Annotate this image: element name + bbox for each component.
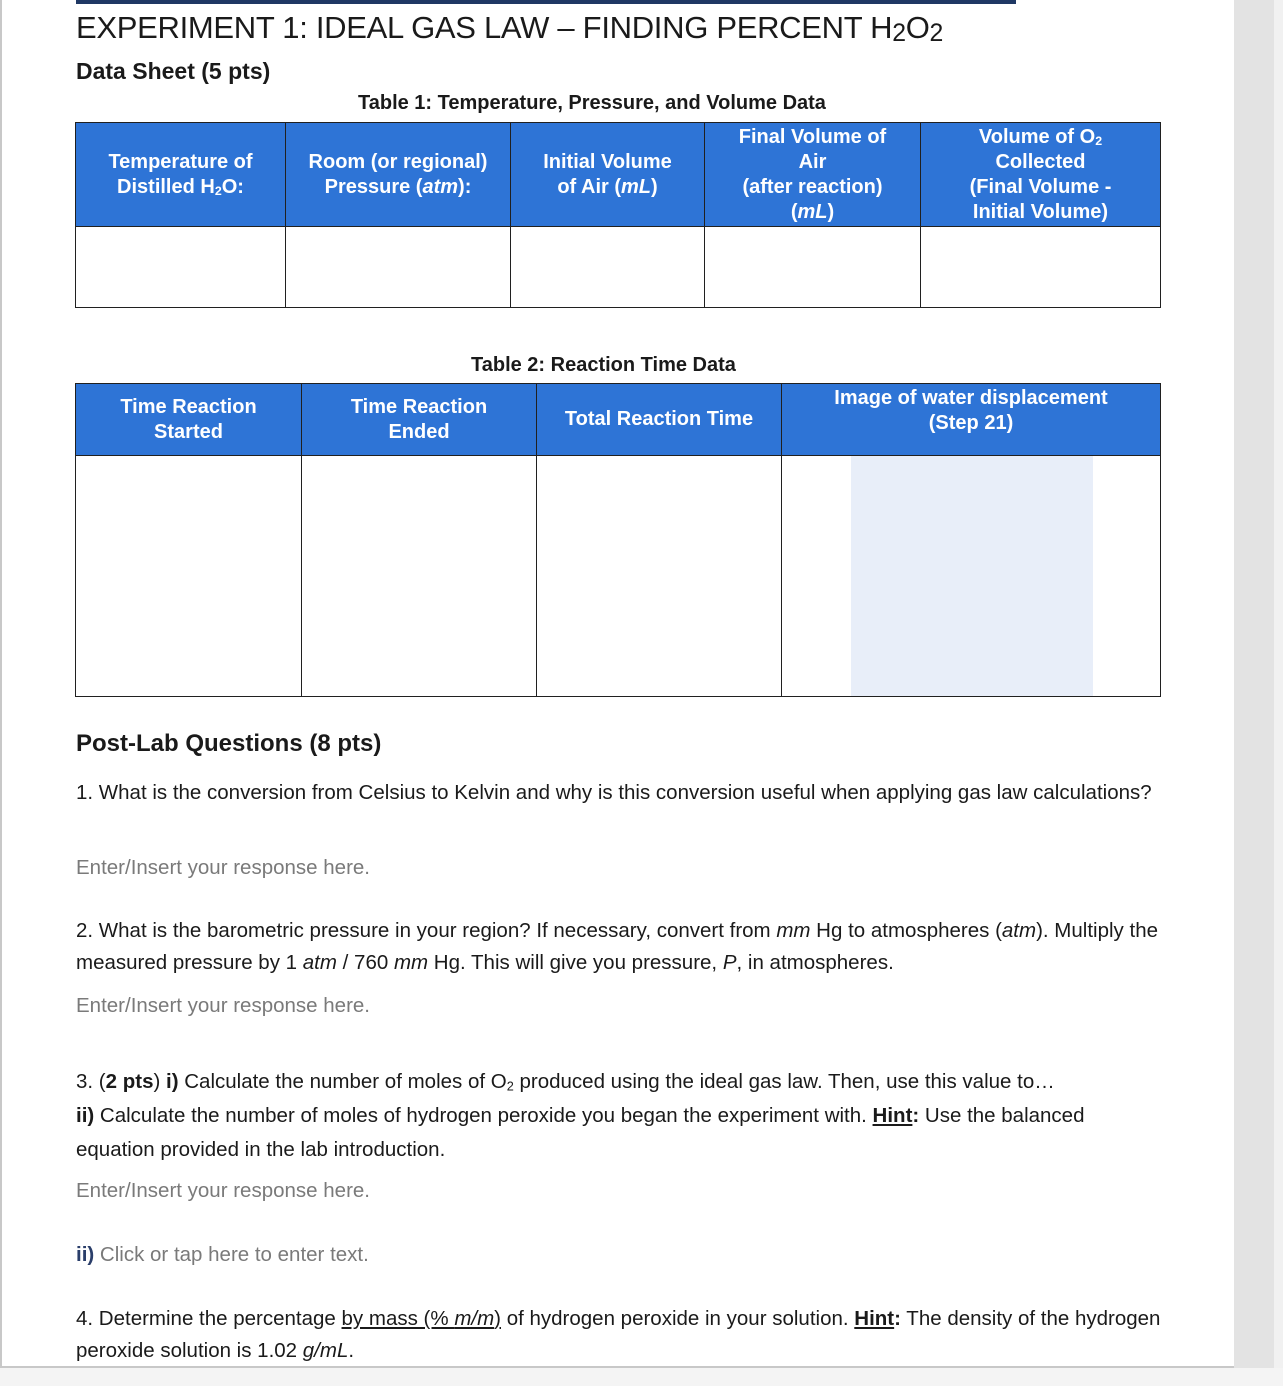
table2-header-image: Image of water displacement (Step 21): [782, 384, 1161, 456]
question-2: 2. What is the barometric pressure in your region? If necessary, convert from mm Hg to atmospheres (atm). Multiply the measured pressure by 1 atm / 760 mm Hg. This will give you pressure, P, in atmospheres.: [76, 919, 1158, 974]
table1-caption: Table 1: Temperature, Pressure, and Volume Data: [358, 92, 826, 114]
viewer-scrollbar[interactable]: [1274, 0, 1283, 1368]
table2: [75, 383, 1161, 697]
response-1-field[interactable]: Enter/Insert your response here.: [76, 856, 370, 879]
postlab-heading: Post-Lab Questions (8 pts): [76, 730, 382, 757]
viewer-background: [0, 1368, 1283, 1386]
response-3-field[interactable]: Enter/Insert your response here.: [76, 1179, 370, 1202]
header-rule: [76, 0, 1016, 4]
table1-header-final-volume: Final Volume of Air (after reaction) (mL): [705, 123, 921, 227]
table2-cell-ended[interactable]: [302, 456, 537, 697]
question-1: 1. What is the conversion from Celsius to Kelvin and why is this conversion useful when applying gas law calculations?: [76, 781, 1152, 804]
table2-caption: Table 2: Reaction Time Data: [471, 354, 736, 376]
response-3ii-field[interactable]: ii) Click or tap here to enter text.: [76, 1243, 369, 1266]
document-title: EXPERIMENT 1: IDEAL GAS LAW – FINDING PERCENT $H_2O_2$: [76, 10, 944, 47]
question-4: 4. Determine the percentage by mass (% m/m) of hydrogen peroxide in your solution. Hint: The density of the hydrogen peroxide solution is 1.02 g/mL.: [76, 1307, 1161, 1362]
image-placeholder[interactable]: [851, 456, 1093, 696]
table1-header-initial-volume: Initial Volume of Air (mL): [511, 123, 705, 227]
question-3: 3. (2 pts) i) Calculate the number of moles of $O_2$ produced using the ideal gas law. Then, use this value to… ii) Calculate the number of moles of hydrogen peroxide you began the experiment with. Hint: Use the balanced equation provided in the lab introduction.: [76, 1070, 1085, 1161]
table1-cell-initial-volume[interactable]: [511, 227, 705, 308]
table1: [75, 122, 1161, 308]
response-2-field[interactable]: Enter/Insert your response here.: [76, 994, 370, 1017]
table2-header-ended: Time Reaction Ended: [302, 384, 537, 456]
table1-cell-pressure[interactable]: [286, 227, 511, 308]
table1-cell-final-volume[interactable]: [705, 227, 921, 308]
table1-header-o2-volume: Volume of $O_2$ Collected (Final Volume - Initial Volume): [921, 123, 1161, 227]
table1-header-temperature: Temperature of Distilled $H_2O$:: [76, 123, 286, 227]
data-sheet-heading: Data Sheet (5 pts): [76, 58, 271, 84]
table1-cell-temperature[interactable]: [76, 227, 286, 308]
table2-cell-total-time[interactable]: [537, 456, 782, 697]
table2-header-started: Time Reaction Started: [76, 384, 302, 456]
page-edge: [0, 0, 2, 1368]
table1-cell-o2-volume[interactable]: [921, 227, 1161, 308]
table1-header-pressure: Room (or regional) Pressure (atm):: [286, 123, 511, 227]
table2-cell-image[interactable]: [782, 456, 1161, 697]
table2-header-total-time: Total Reaction Time: [537, 384, 782, 456]
table2-cell-started[interactable]: [76, 456, 302, 697]
